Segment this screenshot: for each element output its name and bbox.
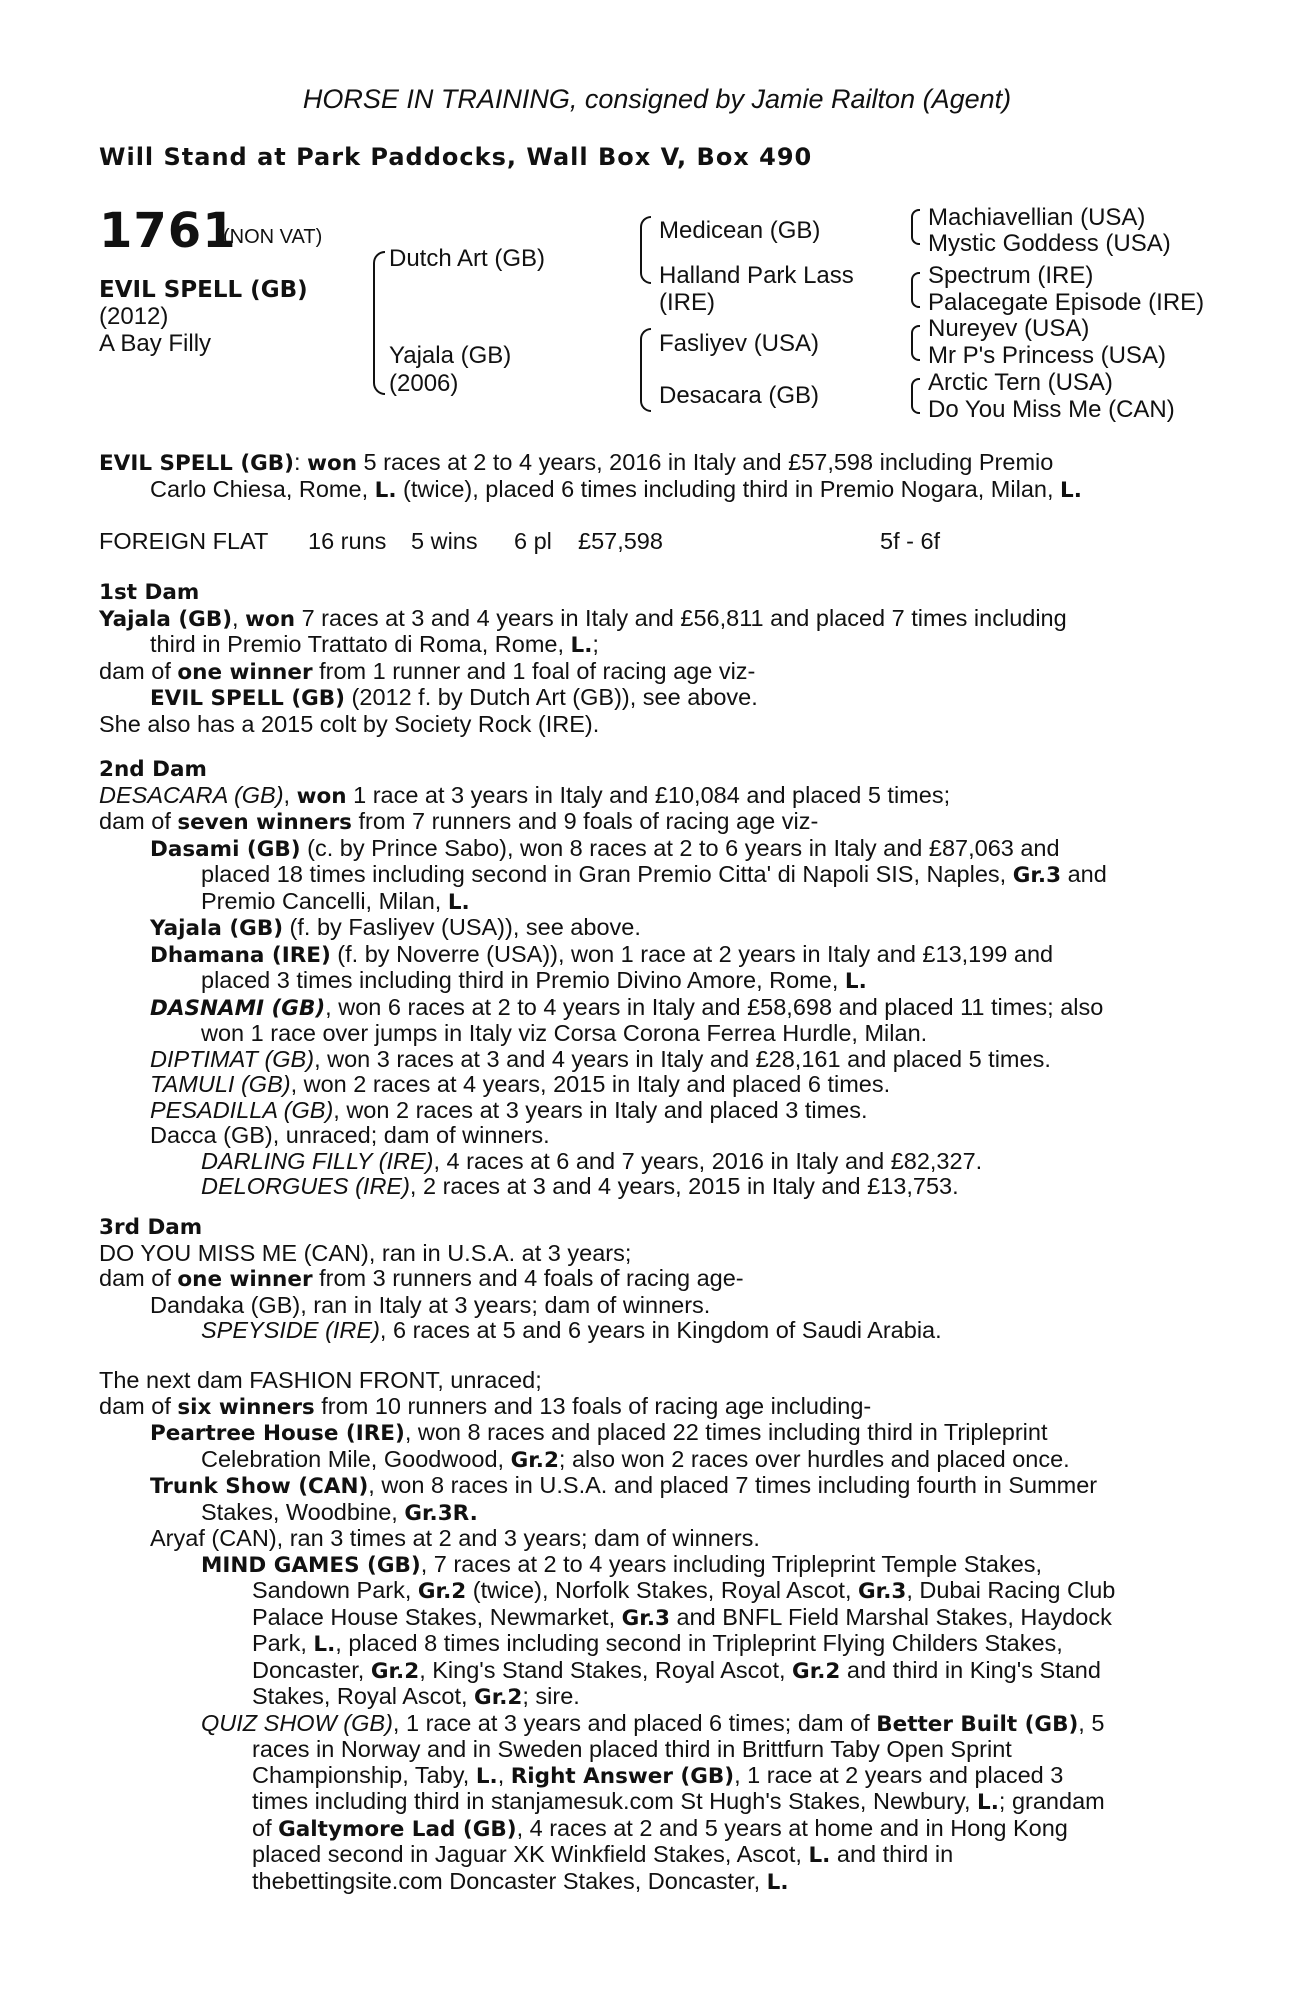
dandaka-text: Dandaka (GB), ran in Italy at 3 years; dam of winners. — [150, 1291, 711, 1318]
pedigree-dds: Arctic Tern (USA) — [928, 369, 1113, 396]
quiz-show-listed-2: L. — [977, 1790, 999, 1815]
first-dam-text-1: 7 races at 3 and 4 years in Italy and £56,811 and placed 7 times including — [295, 604, 1067, 631]
tamuli-name: TAMULI (GB) — [150, 1071, 291, 1097]
summary-text-3: (twice), placed 6 times including third in Premio Nogara, Milan, — [396, 475, 1061, 502]
first-dam-winners: one winner — [177, 659, 313, 685]
mind-games-grade-5b: Gr.2 — [792, 1658, 841, 1684]
dasami-text-3: Premio Cancelli, Milan, — [201, 887, 448, 914]
second-dam-text-2c: from 7 runners and 9 foals of racing age viz- — [351, 808, 819, 834]
quiz-show-text-1c: , 5 — [1078, 1709, 1105, 1736]
dhamana-name: Dhamana (IRE) — [150, 942, 331, 968]
horse-year: (2012) — [99, 303, 169, 330]
mind-games-text-4a: Park, — [252, 1630, 314, 1656]
second-dam-winners: seven winners — [177, 810, 352, 835]
better-built-name: Better Built (GB) — [876, 1711, 1079, 1737]
pedigree-brace-4 — [911, 378, 920, 414]
first-dam-heading: 1st Dam — [99, 580, 200, 605]
dhamana-listed: L. — [844, 969, 867, 994]
quiz-show-text-4b: ; grandam — [998, 1788, 1105, 1814]
first-dam-won: won — [245, 606, 296, 632]
next-dam-text-2c: from 10 runners and 13 foals of racing age including- — [314, 1392, 872, 1419]
yajala-text: (f. by Fasliyev (USA)), see above. — [283, 914, 641, 940]
race-summary — [99, 450, 1207, 503]
quiz-show-text-7a: thebettingsite.com Doncaster Stakes, Doncaster, — [252, 1867, 767, 1894]
summary-won: won — [307, 451, 358, 476]
mind-games-text-3a: Palace House Stakes, Newmarket, — [252, 1603, 622, 1630]
right-answer-name: Right Answer (GB) — [510, 1763, 735, 1789]
dasami-text-2a: placed 18 times including second in Gran Premio Citta' di Napoli SIS, Naples, — [201, 861, 1013, 887]
dhamana-text-2: placed 3 times including third in Premio Divino Amore, Rome, — [201, 967, 845, 993]
pedigree-dss: Nureyev (USA) — [928, 315, 1090, 342]
pedigree-dam: Yajala (GB) — [389, 342, 512, 369]
quiz-show-listed-4: L. — [766, 1869, 789, 1895]
first-dam-text-4: She also has a 2015 colt by Society Rock (IRE). — [99, 710, 600, 737]
second-dam-heading: 2nd Dam — [99, 757, 207, 782]
lot-number: 1761 — [99, 203, 237, 259]
summary-listed-1: L. — [374, 477, 397, 503]
quiz-show-text-5a: of — [252, 1814, 279, 1841]
page-header: HORSE IN TRAINING, consigned by Jamie Railton (Agent) — [302, 84, 1012, 114]
dhamana-text-1: (f. by Noverre (USA)), won 1 race at 2 years in Italy and £13,199 and — [330, 940, 1054, 967]
record-earnings: £57,598 — [578, 528, 663, 554]
record-category: FOREIGN FLAT — [99, 528, 269, 554]
second-dam-won: won — [296, 783, 347, 809]
second-dam-name: DESACARA (GB) — [99, 781, 284, 808]
mind-games-grade-3: Gr.3 — [621, 1605, 670, 1631]
first-dam-text-3c: from 1 runner and 1 foal of racing age viz- — [312, 657, 756, 684]
dasnami-text-2: won 1 race over jumps in Italy viz Corsa Corona Ferrea Hurdle, Milan. — [201, 1020, 928, 1046]
vat-status: (NON VAT) — [223, 226, 323, 248]
quiz-show-text-6b: and third in — [830, 1841, 954, 1867]
pedigree-brace-1 — [911, 209, 920, 245]
mind-games-text-2a: Sandown Park, — [252, 1577, 418, 1603]
aryaf-text: Aryaf (CAN), ran 3 times at 2 and 3 years; dam of winners. — [150, 1525, 760, 1551]
pedigree-dam-sire: Fasliyev (USA) — [659, 330, 820, 357]
summary-colon: : — [294, 449, 301, 475]
record-placed: 6 pl — [514, 528, 552, 554]
trunk-show-grade: Gr.3R. — [404, 1500, 478, 1526]
pedigree-brace-2 — [911, 272, 920, 308]
third-dam-section — [99, 1215, 1207, 1344]
pedigree-ssd: Mystic Goddess (USA) — [928, 230, 1171, 257]
first-dam-progeny-name: EVIL SPELL (GB) — [150, 686, 346, 711]
delorgues-text: , 2 races at 3 and 4 years, 2015 in Italy and £13,753. — [409, 1173, 959, 1199]
second-dam-text-1: 1 race at 3 years in Italy and £10,084 and placed 5 times; — [346, 781, 951, 808]
record-distance: 5f - 6f — [880, 528, 941, 554]
pedigree-sire-sire: Medicean (GB) — [659, 217, 821, 244]
quiz-show-text-5c: , 4 races at 2 and 5 years at home and in Hong Kong — [516, 1814, 1068, 1841]
pedigree-sire-dam-country: (IRE) — [659, 289, 715, 316]
summary-horse-name: EVIL SPELL (GB) — [99, 451, 295, 476]
pedigree-brace-sire-parents — [640, 216, 651, 284]
delorgues-name: DELORGUES (IRE) — [201, 1173, 410, 1199]
next-dam-text-2a: dam of — [99, 1392, 178, 1419]
pedigree-sss: Machiavellian (USA) — [928, 204, 1146, 231]
peartree-text-1: , won 8 races and placed 22 times including third in Tripleprint — [404, 1419, 1048, 1445]
stand-location: Will Stand at Park Paddocks, Wall Box V, Box 490 — [99, 143, 813, 171]
first-dam-section: 1st Dam Yajala (GB), won 7 races at 3 and 4 years in Italy and £56,811 and placed 7 times including third in Premio Trattato di Roma, Rome, L.; dam of one winner from 1 runner and 1 foal of racing age viz- EVIL SPELL (GB) (2012 f. by Dutch Art (GB)), see above. She also has a 2015 colt by Society Rock (IRE). — [99, 580, 1207, 737]
mind-games-grade-5a: Gr.2 — [370, 1658, 420, 1684]
record-wins: 5 wins — [411, 528, 478, 554]
diptimat-text: , won 3 races at 3 and 4 years in Italy and £28,161 and placed 5 times. — [314, 1045, 1051, 1072]
first-dam-text-3a: dam of — [99, 657, 178, 684]
first-dam-listed: L. — [570, 633, 593, 658]
darling-filly-text: , 4 races at 6 and 7 years, 2016 in Italy and £82,327. — [433, 1147, 983, 1174]
mind-games-grade-6: Gr.2 — [474, 1685, 523, 1710]
pedigree-sdd: Palacegate Episode (IRE) — [928, 289, 1205, 316]
pedigree-dam-year: (2006) — [389, 370, 459, 397]
quiz-show-text-2: races in Norway and in Sweden placed third in Brittfurn Taby Open Sprint — [252, 1736, 1012, 1762]
quiz-show-name: QUIZ SHOW (GB) — [201, 1709, 393, 1736]
summary-listed-2: L. — [1060, 477, 1082, 503]
quiz-show-text-3d: , 1 race at 2 years and placed 3 — [734, 1761, 1064, 1788]
dasami-name: Dasami (GB) — [150, 836, 301, 862]
dasami-text-1: (c. by Prince Sabo), won 8 races at 2 to 6 years in Italy and £87,063 and — [300, 834, 1060, 861]
pedigree-sire: Dutch Art (GB) — [389, 245, 546, 272]
first-dam-text-2: third in Premio Trattato di Roma, Rome, — [150, 631, 571, 657]
quiz-show-text-3b: , — [497, 1761, 511, 1788]
pedigree-sire-dam: Halland Park Lass — [659, 262, 854, 289]
quiz-show-listed-3: L. — [808, 1843, 831, 1868]
mind-games-text-6b: ; sire. — [522, 1683, 580, 1709]
quiz-show-listed-1: L. — [475, 1763, 498, 1789]
trunk-show-text-2: Stakes, Woodbine, — [201, 1498, 405, 1525]
pedigree-brace-3 — [911, 325, 920, 361]
dasami-grade: Gr.3 — [1012, 863, 1062, 888]
mind-games-grade-1: Gr.2 — [417, 1579, 467, 1604]
quiz-show-text-6a: placed second in Jaguar XK Winkfield Stakes, Ascot, — [252, 1841, 809, 1867]
dasami-text-2b: and — [1061, 861, 1107, 887]
next-dam-winners: six winners — [177, 1394, 315, 1420]
third-dam-heading: 3rd Dam — [99, 1215, 203, 1240]
mind-games-text-2c: , Dubai Racing Club — [906, 1577, 1116, 1603]
dacca-text: Dacca (GB), unraced; dam of winners. — [150, 1122, 550, 1148]
yajala-name: Yajala (GB) — [150, 916, 284, 941]
trunk-show-text-1: , won 8 races in U.S.A. and placed 7 times including fourth in Summer — [368, 1472, 1098, 1498]
mind-games-text-3b: and BNFL Field Marshal Stakes, Haydock — [669, 1603, 1112, 1630]
dasnami-name: DASNAMI (GB) — [150, 995, 326, 1021]
third-dam-text-1: DO YOU MISS ME (CAN), ran in U.S.A. at 3 years; — [99, 1239, 632, 1266]
pedigree-brace-sire-dam — [373, 251, 385, 395]
tamuli-text: , won 2 races at 4 years, 2015 in Italy and placed 6 times. — [290, 1071, 891, 1097]
mind-games-text-5c: and third in King's Stand — [840, 1656, 1101, 1683]
mind-games-text-1: , 7 races at 2 to 4 years including Tripleprint Temple Stakes, — [420, 1550, 1043, 1577]
galtymore-lad-name: Galtymore Lad (GB) — [278, 1816, 517, 1842]
summary-text-1: 5 races at 2 to 4 years, 2016 in Italy and £57,598 including Premio — [357, 449, 1054, 475]
dasnami-text-1: , won 6 races at 2 to 4 years in Italy and £58,698 and placed 11 times; also — [325, 993, 1104, 1020]
speyside-name: SPEYSIDE (IRE) — [201, 1317, 380, 1343]
first-dam-semicolon: ; — [592, 631, 599, 657]
quiz-show-text-1a: , 1 race at 3 years and placed 6 times; dam of — [392, 1709, 877, 1736]
peartree-name: Peartree House (IRE) — [150, 1421, 405, 1446]
pedigree-brace-dam-parents — [640, 328, 651, 412]
second-dam-comma: , — [283, 781, 297, 808]
second-dam-section — [99, 757, 1207, 1200]
third-dam-text-2a: dam of — [99, 1265, 178, 1291]
trunk-show-name: Trunk Show (CAN) — [150, 1474, 369, 1499]
mind-games-text-5a: Doncaster, — [252, 1656, 371, 1683]
first-dam-name: Yajala (GB) — [99, 606, 233, 632]
mind-games-text-4b: , placed 8 times including second in Tripleprint Flying Childers Stakes, — [335, 1630, 1063, 1656]
speyside-text: , 6 races at 5 and 6 years in Kingdom of Saudi Arabia. — [379, 1317, 942, 1343]
dasami-listed: L. — [447, 889, 470, 915]
mind-games-grade-2: Gr.3 — [858, 1579, 907, 1604]
quiz-show-text-4a: times including third in stanjamesuk.com St Hugh's Stakes, Newbury, — [252, 1788, 978, 1814]
pedigree-sds: Spectrum (IRE) — [928, 262, 1094, 289]
pedigree-dam-dam: Desacara (GB) — [659, 382, 820, 409]
diptimat-name: DIPTIMAT (GB) — [150, 1045, 315, 1072]
peartree-text-2b: ; also won 2 races over hurdles and placed once. — [558, 1445, 1070, 1472]
mind-games-text-5b: , King's Stand Stakes, Royal Ascot, — [419, 1656, 793, 1683]
horse-name: EVIL SPELL (GB) — [99, 277, 308, 303]
darling-filly-name: DARLING FILLY (IRE) — [201, 1147, 434, 1174]
pesadilla-name: PESADILLA (GB) — [150, 1096, 334, 1123]
pedigree-dsd: Mr P's Princess (USA) — [928, 342, 1166, 369]
pesadilla-text: , won 2 races at 3 years in Italy and placed 3 times. — [333, 1096, 868, 1123]
mind-games-text-6a: Stakes, Royal Ascot, — [252, 1683, 475, 1709]
quiz-show-text-3a: Championship, Taby, — [252, 1761, 476, 1788]
third-dam-text-2c: from 3 runners and 4 foals of racing age- — [312, 1265, 744, 1291]
mind-games-text-2b: (twice), Norfolk Stakes, Royal Ascot, — [466, 1577, 859, 1603]
second-dam-text-2a: dam of — [99, 808, 178, 834]
mind-games-listed: L. — [313, 1632, 336, 1657]
record-runs: 16 runs — [308, 528, 387, 554]
pedigree-ddd: Do You Miss Me (CAN) — [928, 396, 1175, 423]
first-dam-progeny-text: (2012 f. by Dutch Art (GB)), see above. — [345, 684, 758, 710]
next-dam-section — [99, 1368, 1207, 1895]
peartree-text-2: Celebration Mile, Goodwood, — [201, 1445, 511, 1472]
next-dam-text-1: The next dam FASHION FRONT, unraced; — [99, 1367, 542, 1393]
mind-games-name: MIND GAMES (GB) — [201, 1552, 421, 1578]
summary-text-2: Carlo Chiesa, Rome, — [150, 475, 375, 502]
peartree-grade: Gr.2 — [510, 1447, 559, 1473]
horse-description: A Bay Filly — [99, 330, 212, 357]
third-dam-winners: one winner — [177, 1267, 313, 1292]
